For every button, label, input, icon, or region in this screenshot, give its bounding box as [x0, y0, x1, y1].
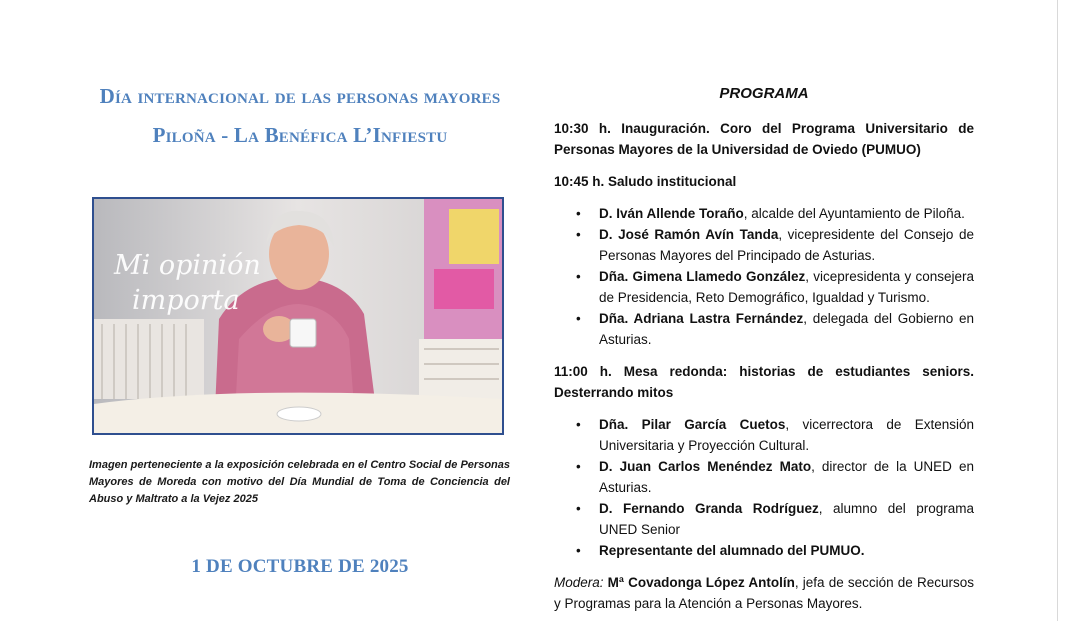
speaker-role: , vicepresidente del Consejo de Personas Mayores del Principado de Asturias.	[599, 227, 974, 263]
list-item	[554, 224, 974, 266]
photo-caption: Imagen perteneciente a la exposición celebrada en el Centro Social de Personas Mayores de Moreda con motivo del Día Mundial de Toma de Conciencia del Abuso y Maltrato a la Vejez 2025	[89, 459, 510, 505]
bullet-icon: •	[576, 543, 581, 558]
event-subtitle: Piloña - La Benéfica L’Infiestu	[152, 123, 448, 147]
moderator-role: , jefa de sección de Recursos y Programas para la Atención a Personas Mayores.	[554, 575, 974, 611]
speaker-role: , alcalde del Ayuntamiento de Piloña.	[743, 206, 965, 221]
moderator-name: Mª Covadonga López Antolín	[603, 575, 795, 590]
program-block-welcome: 10:45 h. Saludo institucional	[554, 174, 737, 189]
program-title: PROGRAMA	[719, 85, 809, 102]
event-date: 1 DE OCTUBRE DE 2025	[191, 556, 409, 577]
list-item	[554, 308, 974, 350]
bullet-icon: •	[576, 311, 581, 326]
speaker-name: D. Juan Carlos Menéndez Mato	[599, 459, 812, 474]
list-item	[554, 498, 974, 540]
photo-overlay-line2: importa	[132, 285, 240, 316]
list-item	[554, 540, 974, 561]
speaker-role: , vicepresidenta y consejera de Presidencia, Reto Demográfico, Igualdad y Turismo.	[599, 269, 975, 305]
list-item	[554, 414, 974, 456]
bullet-icon: •	[576, 417, 581, 432]
bullet-icon: •	[576, 206, 581, 221]
photo-overlay-line1: Mi opinión	[114, 250, 261, 281]
speaker-name: D. Iván Allende Toraño	[599, 206, 744, 221]
moderator-label: Modera:	[554, 575, 604, 590]
roundtable-speakers-list	[554, 414, 974, 561]
program-block-roundtable: 11:00 h. Mesa redonda: historias de estudiantes seniors. Desterrando mitos	[554, 364, 974, 400]
bullet-icon: •	[576, 269, 581, 284]
event-photo	[92, 197, 504, 435]
moderator-line	[554, 572, 974, 614]
speaker-role: , director de la UNED en Asturias.	[599, 459, 974, 495]
bullet-icon: •	[576, 501, 581, 516]
program-block-inauguration: 10:30 h. Inauguración. Coro del Programa Universitario de Personas Mayores de la Universidad de Oviedo (PUMUO)	[554, 121, 974, 157]
bullet-icon: •	[576, 459, 581, 474]
bullet-icon: •	[576, 227, 581, 242]
page-edge	[1057, 0, 1058, 621]
welcome-speakers-list	[554, 203, 974, 350]
list-item	[554, 203, 974, 224]
speaker-name: D. José Ramón Avín Tanda	[599, 227, 779, 242]
list-item	[554, 456, 974, 498]
speaker-name: Representante del alumnado del PUMUO.	[599, 543, 865, 558]
speaker-role: , vicerrectora de Extensión Universitaria y Proyección Cultural.	[599, 417, 975, 453]
speaker-name: D. Fernando Granda Rodríguez	[599, 501, 819, 516]
program-body	[554, 118, 974, 614]
speaker-name: Dña. Adriana Lastra Fernández	[599, 311, 804, 326]
speaker-name: Dña. Pilar García Cuetos	[599, 417, 786, 432]
speaker-role: , delegada del Gobierno en Asturias.	[599, 311, 974, 347]
list-item	[554, 266, 974, 308]
event-title: Día internacional de las personas mayores	[99, 84, 501, 108]
speaker-role: , alumno del programa UNED Senior	[599, 501, 974, 537]
speaker-name: Dña. Gimena Llamedo González	[599, 269, 806, 284]
